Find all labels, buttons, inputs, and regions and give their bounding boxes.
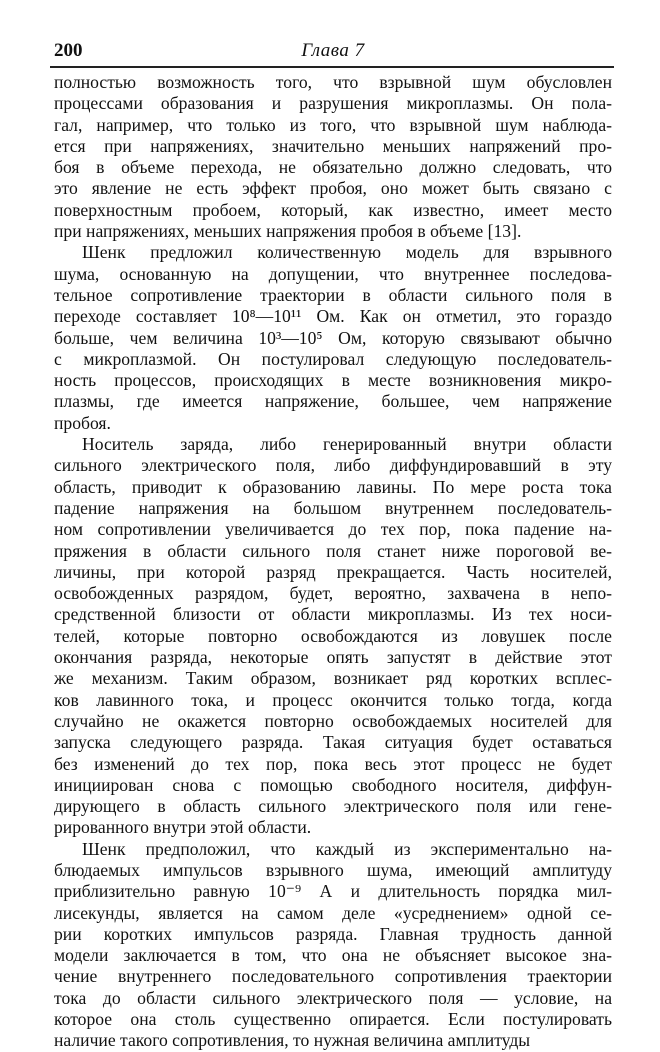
running-header (54, 40, 612, 62)
text-line: падение напряжения на большом внутреннем последователь- (54, 497, 612, 518)
text-line: процессами образования и разрушения микроплазмы. Он пола- (54, 93, 612, 114)
paragraph (54, 839, 612, 1052)
text-line: окончания разряда, некоторые опять запустят в действие этот (54, 647, 612, 668)
paragraph (54, 434, 612, 839)
paragraph (54, 72, 612, 242)
text-line: это явление не есть эффект пробоя, оно может быть связано с (54, 178, 612, 199)
text-line: лисекунды, является на самом деле «усреднением» одной се- (54, 902, 612, 923)
text-line: ность процессов, происходящих в месте возникновения микро- (54, 370, 612, 391)
text-line: запуска следующего разряда. Такая ситуация будет оставаться (54, 732, 612, 753)
text-line: шума, основанную на допущении, что внутреннее последова- (54, 263, 612, 284)
text-line: больше, чем величина 10³—10⁵ Ом, которую связывают обычно (54, 327, 612, 348)
text-line: пряжения в области сильного поля станет ниже пороговой ве- (54, 540, 612, 561)
text-line: средственной близости от области микроплазмы. Из тех носи- (54, 604, 612, 625)
text-line: рированного внутри этой области. (54, 817, 312, 838)
text-line: телей, которые повторно освобождаются из ловушек после (54, 625, 612, 646)
text-line: наличие такого сопротивления, то нужная величина амплитуды (54, 1030, 531, 1051)
header-rule (50, 66, 614, 68)
text-line: сильного электрического поля, либо диффундировавший в эту (54, 455, 612, 476)
text-line: переходе составляет 10⁸—10¹¹ Ом. Как он отметил, это гораздо (54, 306, 612, 327)
text-line: модели заключается в том, что она не объясняет высокое зна- (54, 945, 612, 966)
text-line: поверхностным пробоем, который, как известно, имеет место (54, 199, 612, 220)
text-line: гал, например, что только из того, что взрывной шум наблюда- (54, 114, 612, 135)
text-line: инициирован снова с помощью свободного носителя, диффун- (54, 774, 612, 795)
text-line: полностью возможность того, что взрывной шум обусловлен (54, 72, 612, 92)
text-line: рии коротких импульсов разряда. Главная трудность данной (54, 923, 612, 944)
text-line: освобожденных разрядом, будет, вероятно, захвачена в непо- (54, 583, 612, 604)
text-line: с микроплазмой. Он постулировал следующую последователь- (54, 348, 612, 369)
text-line: приблизительно равную 10⁻⁹ А и длительность порядка мил- (54, 881, 612, 902)
page-number: 200 (54, 40, 83, 61)
text-line: ков лавинного тока, и процесс окончится только тогда, когда (54, 689, 612, 710)
text-line: тока до области сильного электрического поля — условие, на (54, 987, 612, 1008)
text-line: ется при напряжениях, значительно меньших напряжений про- (54, 135, 612, 156)
paragraph (54, 242, 612, 434)
text-line: чение внутреннего последовательного сопротивления траектории (54, 966, 612, 987)
text-line: при напряжениях, меньших напряжения пробоя в объеме [13]. (54, 221, 522, 242)
text-line: пробоя. (54, 412, 111, 433)
text-line: ном сопротивлении увеличивается до тех пор, пока падение на- (54, 519, 612, 540)
text-line: же механизм. Таким образом, возникает ряд коротких всплес- (54, 668, 612, 689)
text-line: Шенк предложил количественную модель для взрывного (82, 242, 612, 263)
text-line: плазмы, где имеется напряжение, большее, чем напряжение (54, 391, 612, 412)
text-line: область, приводит к образованию лавины. По мере роста тока (54, 476, 612, 497)
text-line: без изменений до тех пор, пока весь этот процесс не будет (54, 753, 612, 774)
text-line: случайно не окажется повторно освобождаемых носителей для (54, 710, 612, 731)
text-line: дирующего в область сильного электрического поля или гене- (54, 796, 612, 817)
body-text (54, 72, 612, 1052)
text-line: тельное сопротивление траектории в области сильного поля в (54, 284, 612, 305)
chapter-title: Глава 7 (301, 40, 365, 61)
text-line: Носитель заряда, либо генерированный внутри области (82, 434, 612, 455)
text-line: боя в объеме перехода, не обязательно должно следовать, что (54, 157, 612, 178)
text-line: блюдаемых импульсов взрывного шума, имеющий амплитуду (54, 859, 612, 880)
text-line: личины, при которой разряд прекращается. Часть носителей, (54, 561, 612, 582)
text-line: которое она столь существенно опирается. Если постулировать (54, 1009, 612, 1030)
text-line: Шенк предположил, что каждый из экспериментально на- (82, 838, 612, 859)
